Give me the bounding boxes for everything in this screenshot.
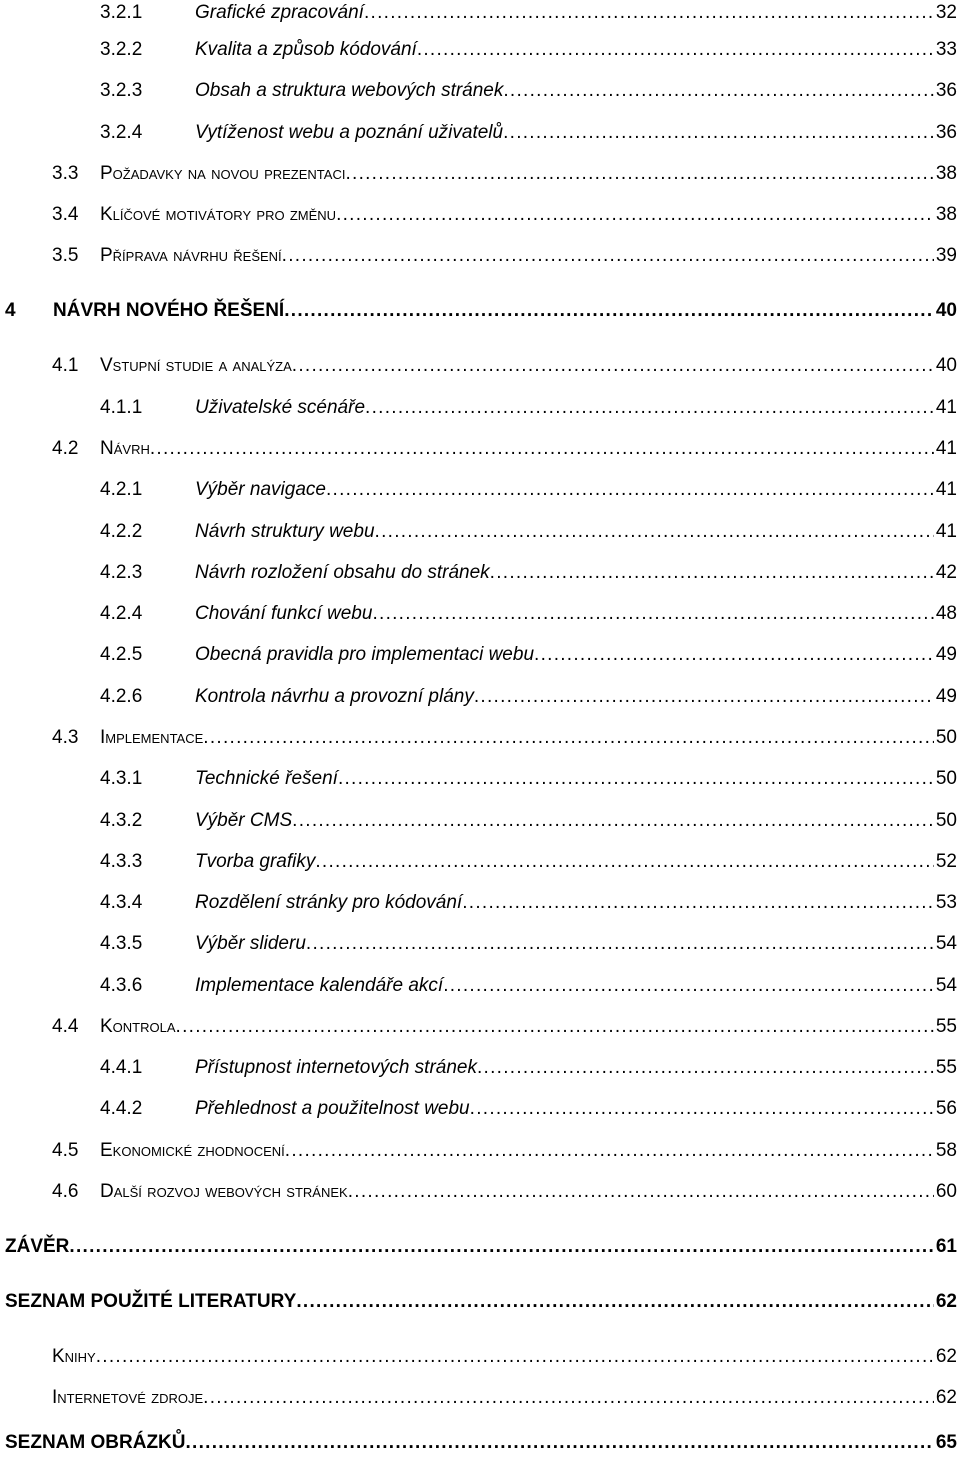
toc-entry-title: Rozdělení stránky pro kódování [195,892,463,913]
toc-entry-title: Přístupnost internetových stránek [195,1057,477,1078]
toc-entry [5,1289,957,1315]
toc-entry-title: Výběr navigace [195,479,326,500]
toc-entry-title: Návrh struktury webu [195,521,375,542]
toc-entry-page: 50 [935,810,957,831]
toc-entry-page: 36 [935,122,957,143]
toc-entry-number: 4.4.1 [100,1057,143,1078]
toc-entry-number: 3.2.2 [100,39,143,60]
toc-entry-page: 41 [935,438,957,459]
toc-entry-title: Kvalita a způsob kódování [195,39,417,60]
toc-entry-page: 55 [935,1016,957,1037]
toc-entry-number: 4.3.6 [100,975,143,996]
toc-entry-page: 50 [935,768,957,789]
toc-entry-page: 58 [935,1140,957,1161]
toc-entry [100,642,957,668]
toc-entry-number: 4.3.2 [100,810,143,831]
toc-entry [100,0,957,26]
toc-entry-number: 4.2.3 [100,562,143,583]
toc-entry-title: Další rozvoj webových stránek [100,1181,348,1202]
toc-entry [100,890,957,916]
toc-entry-title: Vytíženost webu a poznání uživatelů [195,122,504,143]
toc-entry-title: Příprava návrhu řešení [100,245,282,266]
dot-leader [285,1138,934,1164]
toc-entry [52,243,957,269]
toc-entry-page: 54 [935,933,957,954]
toc-entry-page: 62 [935,1346,957,1367]
dot-leader [69,1234,933,1260]
dot-leader [348,1179,934,1205]
dot-leader [282,243,934,269]
toc-entry-title: Obecná pravidla pro implementaci webu [195,644,535,665]
dot-leader [503,120,934,146]
toc-entry-number: 3.3 [52,163,79,184]
toc-entry-page: 32 [935,2,957,23]
toc-entry-number: 3.2.3 [100,80,143,101]
toc-entry [100,973,957,999]
toc-entry-number: 4.3.4 [100,892,143,913]
dot-leader [364,0,934,26]
toc-entry-page: 55 [935,1057,957,1078]
toc-entry-title: Obsah a struktura webových stránek [195,80,504,101]
toc-entry [52,353,957,379]
toc-entry-number: 4.3.3 [100,851,143,872]
toc-entry [52,1014,957,1040]
toc-entry [52,1179,957,1205]
toc-entry [100,601,957,627]
toc-entry-page: 42 [935,562,957,583]
toc-entry-number: 3.5 [52,245,79,266]
toc-entry-page: 38 [935,204,957,225]
dot-leader [365,395,934,421]
toc-entry [52,161,957,187]
toc-entry-title: SEZNAM OBRÁZKŮ [5,1432,186,1453]
toc-entry-page: 54 [935,975,957,996]
toc-entry-number: 4.6 [52,1181,79,1202]
dot-leader [96,1344,934,1370]
toc-entry-page: 53 [935,892,957,913]
toc-entry [100,120,957,146]
toc-entry-page: 48 [935,603,957,624]
toc-entry-title: Knihy [52,1346,96,1367]
dot-leader [296,1289,934,1315]
toc-entry-page: 41 [935,479,957,500]
toc-entry [52,1385,957,1411]
toc-entry-number: 4.3 [52,727,79,748]
toc-entry-number: 4.2.5 [100,644,143,665]
dot-leader [284,298,934,324]
toc-entry-title: Výběr slideru [195,933,306,954]
toc-entry-page: 39 [935,245,957,266]
toc-entry [52,436,957,462]
dot-leader [372,601,933,627]
toc-entry [100,519,957,545]
toc-entry-title: Požadavky na novou prezentaci [100,163,346,184]
toc-entry-title: Návrh [100,438,150,459]
dot-leader [306,931,934,957]
toc-entry-number: 3.4 [52,204,79,225]
dot-leader [203,725,934,751]
toc-entry-number: 4.3.1 [100,768,143,789]
toc-entry [100,395,957,421]
toc-entry [5,1430,957,1456]
toc-entry [100,766,957,792]
toc-entry [52,725,957,751]
toc-entry-title: ZÁVĚR [5,1236,70,1257]
toc-entry-page: 65 [935,1432,957,1453]
toc-entry [52,1344,957,1370]
dot-leader [477,1055,934,1081]
toc-entry-number: 3.2.4 [100,122,143,143]
dot-leader [292,353,934,379]
toc-entry-title: Klíčové motivátory pro změnu [100,204,337,225]
toc-entry [100,849,957,875]
toc-entry-page: 62 [935,1291,957,1312]
toc-entry [100,477,957,503]
toc-entry-page: 40 [935,300,957,321]
toc-entry-page: 33 [935,39,957,60]
toc-entry-page: 49 [935,644,957,665]
toc-entry-title: Výběr CMS [195,810,293,831]
toc-entry [100,78,957,104]
toc-entry-title: SEZNAM POUŽITÉ LITERATURY [5,1291,297,1312]
toc-entry-number: 4.2.2 [100,521,143,542]
toc-entry-title: Implementace [100,727,204,748]
dot-leader [150,436,934,462]
toc-entry-number: 3.2.1 [100,2,143,23]
toc-entry [100,684,957,710]
toc-entry-number: 4.1.1 [100,397,143,418]
toc-entry-page: 62 [935,1387,957,1408]
dot-leader [176,1014,934,1040]
toc-entry-page: 60 [935,1181,957,1202]
toc-entry [5,298,957,324]
toc-entry [100,808,957,834]
dot-leader [375,519,934,545]
dot-leader [186,1430,934,1456]
toc-entry-title: Kontrola návrhu a provozní plány [195,686,474,707]
dot-leader [470,1096,934,1122]
toc-entry-page: 56 [935,1098,957,1119]
toc-entry-title: Přehlednost a použitelnost webu [195,1098,470,1119]
toc-entry-title: Návrh rozložení obsahu do stránek [195,562,490,583]
toc-entry-title: NÁVRH NOVÉHO ŘEŠENÍ [53,300,285,321]
toc-entry-number: 4.2.1 [100,479,143,500]
toc-entry-page: 41 [935,521,957,542]
toc-entry-number: 4.2 [52,438,79,459]
toc-entry-title: Vstupní studie a analýza [100,355,292,376]
dot-leader [534,642,934,668]
toc-entry-page: 38 [935,163,957,184]
toc-entry [100,560,957,586]
toc-entry-number: 4.4 [52,1016,79,1037]
toc-entry-title: Technické řešení [195,768,338,789]
dot-leader [336,202,934,228]
toc-entry-title: Tvorba grafiky [195,851,316,872]
dot-leader [443,973,934,999]
dot-leader [345,161,933,187]
toc-entry-title: Chování funkcí webu [195,603,373,624]
toc-entry-page: 61 [935,1236,957,1257]
toc-entry-title: Grafické zpracování [195,2,364,23]
dot-leader [503,78,933,104]
dot-leader [292,808,934,834]
dot-leader [203,1385,934,1411]
toc-entry [5,1234,957,1260]
toc-entry-number: 4 [5,300,16,321]
toc-entry [100,1055,957,1081]
toc-entry-page: 36 [935,80,957,101]
toc-entry-page: 50 [935,727,957,748]
dot-leader [462,890,934,916]
toc-entry-page: 49 [935,686,957,707]
toc-entry [52,202,957,228]
dot-leader [474,684,934,710]
dot-leader [490,560,934,586]
toc-entry-title: Uživatelské scénáře [195,397,366,418]
toc-entry-title: Ekonomické zhodnocení [100,1140,285,1161]
toc-entry [100,931,957,957]
dot-leader [338,766,934,792]
toc-entry [52,1138,957,1164]
toc-entry-page: 41 [935,397,957,418]
toc-entry [100,37,957,63]
toc-entry-number: 4.4.2 [100,1098,143,1119]
toc-entry-number: 4.3.5 [100,933,143,954]
toc-entry-title: Kontrola [100,1016,176,1037]
toc-entry-number: 4.5 [52,1140,79,1161]
dot-leader [417,37,934,63]
toc-entry-number: 4.1 [52,355,79,376]
toc-entry [100,1096,957,1122]
toc-entry-number: 4.2.4 [100,603,143,624]
toc-entry-page: 52 [935,851,957,872]
toc-entry-title: Internetové zdroje [52,1387,204,1408]
dot-leader [315,849,933,875]
toc-entry-number: 4.2.6 [100,686,143,707]
toc-entry-title: Implementace kalendáře akcí [195,975,444,996]
toc-entry-page: 40 [935,355,957,376]
dot-leader [326,477,934,503]
